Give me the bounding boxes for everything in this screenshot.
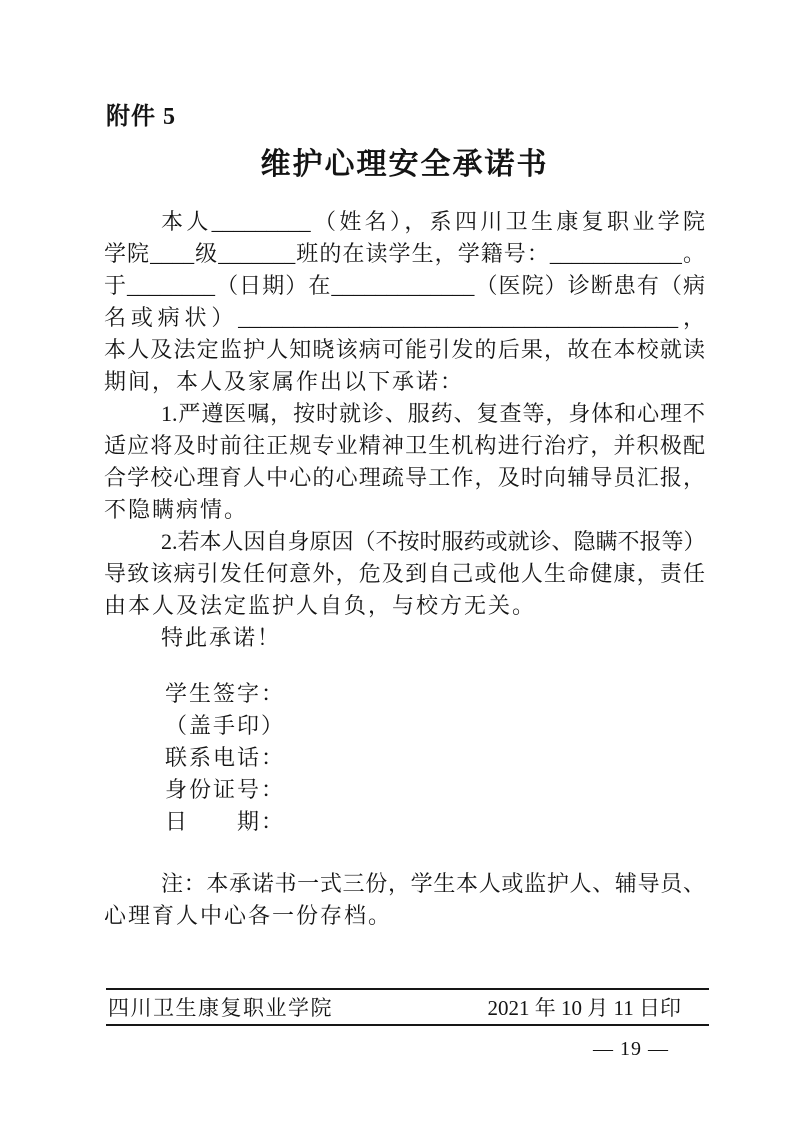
document-title: 维护心理安全承诺书 (260, 148, 549, 181)
body-line: 本人及法定监护人知晓该病可能引发的后果，故在本校就读 (104, 337, 705, 362)
body-line: 本人_________（姓名），系四川卫生康复职业学院 (161, 209, 705, 234)
body-line: 适应将及时前往正规专业精神卫生机构进行治疗，并积极配 (104, 433, 705, 458)
note-line: 注：本承诺书一式三份，学生本人或监护人、辅导员、 (161, 871, 705, 896)
note-block (104, 868, 705, 932)
body-line: 导致该病引发任何意外，危及到自己或他人生命健康，责任 (104, 561, 705, 586)
signature-block (165, 678, 285, 838)
signature-line-date: 日 期： (165, 809, 286, 834)
body-line: 特此承诺！ (161, 625, 282, 650)
signature-line-id-number: 身份证号： (165, 777, 286, 802)
note-line: 心理育人中心各一份存档。 (104, 903, 393, 928)
signature-line-fingerprint: （盖手印） (165, 713, 286, 738)
body-line: 1.严遵医嘱，按时就诊、服药、复查等，身体和心理不 (161, 401, 705, 426)
body-line: 学院____级_______班的在读学生，学籍号：____________。 (104, 241, 705, 266)
page-number: — 19 — (593, 1038, 669, 1060)
footer-issuer: 四川卫生康复职业学院 (108, 996, 333, 1020)
attachment-label: 附件 5 (106, 104, 176, 130)
body-line: 合学校心理育人中心的心理疏导工作，及时向辅导员汇报， (104, 465, 705, 490)
signature-line-student-signature: 学生签字： (165, 681, 286, 706)
body-line: 名或病状）________________________________________， (104, 305, 705, 330)
signature-line-phone: 联系电话： (165, 745, 286, 770)
body-line: 于________（日期）在_____________（医院）诊断患有（病 (104, 273, 705, 298)
body-line: 不隐瞒病情。 (104, 497, 249, 522)
footer-print-date: 2021 年 10 月 11 日印 (487, 996, 681, 1020)
body-line: 期间，本人及家属作出以下承诺： (104, 369, 465, 394)
body-line: 由本人及法定监护人自负，与校方无关。 (104, 593, 537, 618)
footer-bar (106, 988, 709, 1026)
body-text (104, 206, 705, 654)
body-line: 2.若本人因自身原因（不按时服药或就诊、隐瞒不报等） (161, 529, 706, 554)
